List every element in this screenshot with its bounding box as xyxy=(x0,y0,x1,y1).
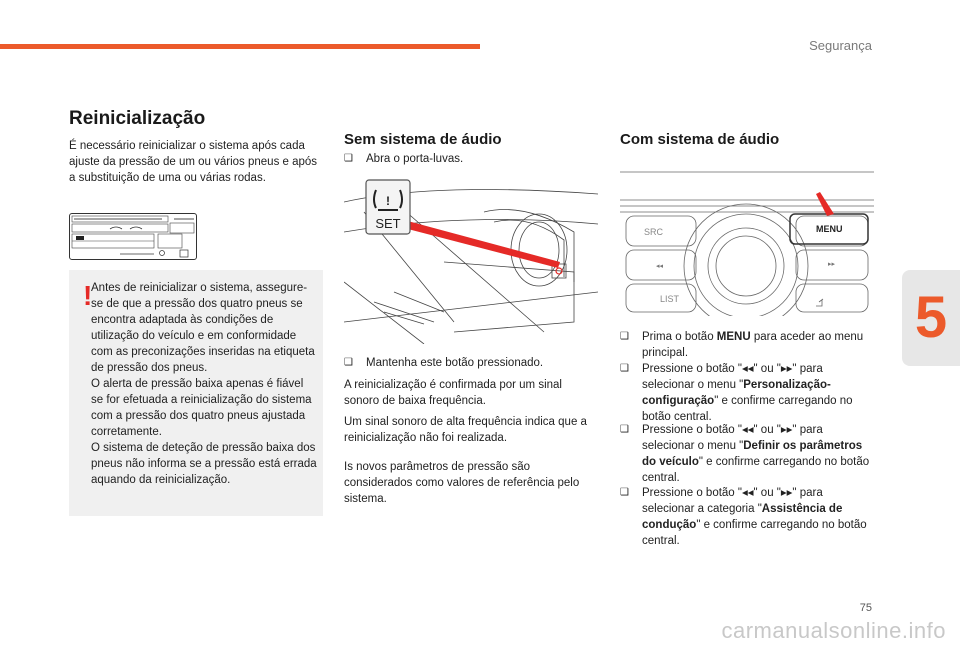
step-4-text: Pressione o botão "◂◂" ou "▸▸" para selecionar a categoria " xyxy=(642,487,823,515)
step-select-personalisation xyxy=(620,361,876,425)
step-1-text-end: para aceder ao menu principal. xyxy=(642,331,864,359)
section-name: Segurança xyxy=(809,38,872,53)
audio-panel-drawing xyxy=(620,170,874,316)
page-title: Reinicialização xyxy=(69,108,206,129)
svg-text:!: ! xyxy=(386,194,390,208)
section-title-no-audio: Sem sistema de áudio xyxy=(344,131,502,148)
tire-pressure-label-image xyxy=(69,213,197,260)
svg-text:▸▸: ▸▸ xyxy=(828,261,836,268)
section-title-with-audio: Com sistema de áudio xyxy=(620,131,780,148)
step-open-glovebox-text: Abra o porta-luvas. xyxy=(366,153,464,165)
menu-button-label: MENU xyxy=(816,224,843,234)
step-select-driving-assist xyxy=(620,485,876,549)
warning-box xyxy=(69,270,323,516)
set-button-label: SET xyxy=(375,216,401,231)
tire-pressure-label-drawing xyxy=(70,214,198,261)
step-1-text: Prima o botão xyxy=(642,331,717,343)
check-box-icon: ❑ xyxy=(620,331,629,342)
check-box-icon: ❑ xyxy=(344,357,353,368)
chapter-number: 5 xyxy=(914,285,948,350)
check-box-icon: ❑ xyxy=(620,424,629,435)
list-button-label: LIST xyxy=(660,294,680,304)
exclamation-icon: ! xyxy=(83,280,93,311)
confirm-paragraph: A reinicialização é confirmada por um sinal sonoro de baixa frequência. xyxy=(344,379,562,407)
audio-panel-illustration xyxy=(620,170,874,316)
glovebox-illustration xyxy=(344,172,598,344)
chapter-tab xyxy=(902,270,960,366)
check-box-icon: ❑ xyxy=(620,487,629,498)
watermark: carmanualsonline.info xyxy=(721,618,946,643)
step-2-text: Pressione o botão "◂◂" ou "▸▸" para selecionar o menu " xyxy=(642,363,823,391)
step-press-menu xyxy=(620,329,876,361)
header-accent-bar xyxy=(0,44,480,49)
reference-paragraph: Is novos parâmetros de pressão são considerados como valores de referência pelo sistema. xyxy=(344,461,580,505)
src-button-label: SRC xyxy=(644,227,664,237)
step-3-bold: Definir os parâmetros do veículo xyxy=(642,440,863,468)
warning-text: Antes de reinicializar o sistema, assegure-se de que a pressão dos quatro pneus se encontra adaptada às condições de utilização do veículo e em conformidade com as preconizações inseridas na etiqueta de pressão dos pneus. O alerta de pressão baixa apenas é fiável se for efetuada a reinicialização do sistema com a pressão dos quatro pneus ajustada corretamente. O sistema de deteção de pressão baixa dos pneus não informa se a pressão está errada aquando da reinicialização. xyxy=(91,282,317,486)
step-1-bold: MENU xyxy=(716,331,751,343)
step-2-text-end: " e confirme carregando no botão central. xyxy=(642,395,853,423)
svg-text:◂◂: ◂◂ xyxy=(656,263,664,270)
step-hold-button xyxy=(344,355,598,371)
page-number: 75 xyxy=(859,602,872,614)
step-hold-button-text: Mantenha este botão pressionado. xyxy=(366,357,544,369)
failure-paragraph: Um sinal sonoro de alta frequência indica que a reinicialização não foi realizada. xyxy=(344,416,587,444)
step-4-bold: Assistência de condução xyxy=(642,503,843,531)
step-select-vehicle-params xyxy=(620,422,876,486)
step-4-text-end: " e confirme carregando no botão central. xyxy=(642,519,867,547)
step-open-glovebox xyxy=(344,151,598,167)
check-box-icon: ❑ xyxy=(344,153,353,164)
intro-paragraph: É necessário reinicializar o sistema após cada ajuste da pressão de um ou vários pneus e após a substituição de uma ou várias rodas. xyxy=(69,140,318,184)
step-3-text: Pressione o botão "◂◂" ou "▸▸" para selecionar o menu " xyxy=(642,424,823,452)
check-box-icon: ❑ xyxy=(620,363,629,374)
step-3-text-end: " e confirme carregando no botão central. xyxy=(642,456,870,484)
glovebox-drawing xyxy=(344,172,598,344)
step-2-bold: Personalização-configuração xyxy=(642,379,831,407)
